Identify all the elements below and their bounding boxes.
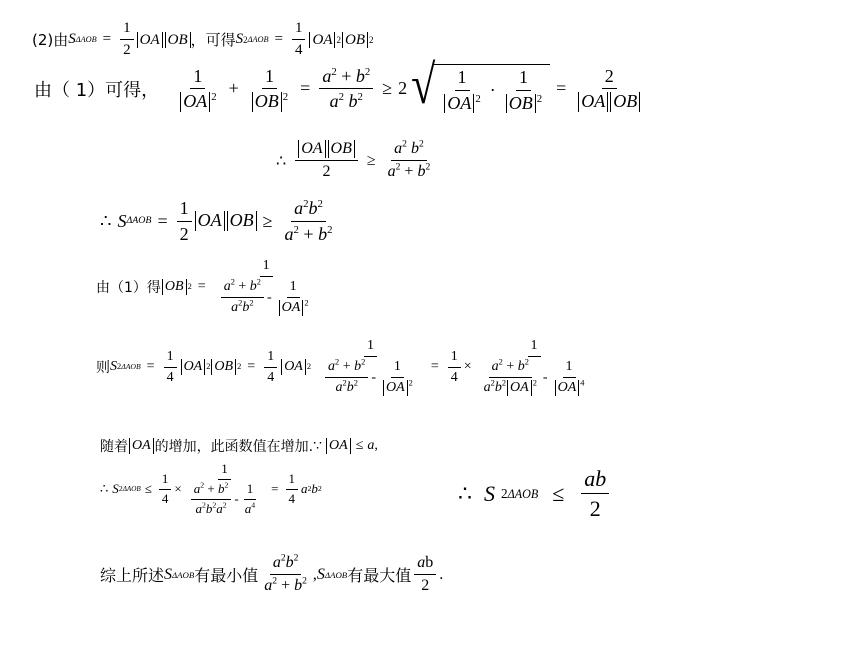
numerator: 1 — [391, 359, 404, 378]
equals-sign: = — [247, 359, 256, 375]
ab-ratio-fraction — [282, 198, 336, 244]
abs-oa: OA — [578, 92, 608, 112]
because-sign: ∵ — [313, 438, 323, 454]
denominator — [575, 89, 643, 112]
numerator: 1 — [164, 349, 177, 368]
denominator — [185, 480, 264, 517]
numerator — [489, 359, 532, 378]
exponent: 2 — [490, 378, 495, 388]
plus-sign: + — [342, 359, 351, 375]
exponent: 2 — [357, 91, 363, 104]
equals-sign: = — [430, 359, 439, 375]
denominator — [192, 500, 229, 517]
numerator: 1 — [292, 20, 306, 40]
abs-oa: OA — [507, 380, 532, 395]
var-a: a — [264, 577, 273, 595]
area-symbol: S — [68, 31, 76, 48]
numerator: 1 — [448, 349, 461, 368]
abs-ob: OB — [342, 32, 368, 49]
exponent: 4 — [251, 500, 256, 510]
exponent: 2 — [402, 138, 407, 150]
numerator: 1 — [260, 258, 273, 277]
comma: , — [312, 565, 317, 583]
numerator: 1 — [286, 472, 299, 490]
line-1-connector: ，可得 — [190, 31, 236, 50]
plus-sign: + — [207, 480, 215, 496]
exponent: 2 — [353, 378, 358, 388]
numerator: 1 — [177, 198, 192, 222]
var-b: b — [425, 554, 434, 571]
var-a: a — [328, 359, 336, 375]
var-a: a — [272, 554, 281, 571]
exponent: 2 — [200, 480, 205, 490]
abs-oa: OA — [444, 94, 474, 114]
numerator: 1 — [455, 67, 470, 91]
equals-sign: = — [146, 359, 155, 375]
numerator — [325, 359, 368, 378]
numerator: 1 — [287, 279, 300, 298]
exponent: 2 — [532, 378, 537, 388]
var-a: a — [244, 500, 252, 516]
plus-sign: + — [404, 163, 414, 181]
numerator: 2 — [602, 66, 617, 90]
therefore-sign: ∴ — [100, 481, 109, 497]
exponent: 2 — [335, 357, 340, 367]
exponent: 2 — [361, 357, 366, 367]
abs-ob: OB — [610, 92, 640, 112]
exponent: 2 — [338, 91, 345, 104]
line-1-prefix: (2)由 — [32, 31, 69, 50]
summary-prefix: 综上所述 — [100, 566, 165, 586]
var-b: b — [355, 65, 365, 86]
exponent: 2 — [282, 91, 289, 104]
min-value-label: 有最小值 — [194, 566, 259, 586]
exponent: 2 — [272, 576, 278, 588]
denominator — [440, 91, 483, 114]
denominator — [481, 378, 540, 396]
abs-ob: OB — [506, 94, 536, 114]
var-a: a — [387, 163, 396, 181]
max-value-label: 有最大值 — [347, 566, 412, 586]
quarter-fraction — [264, 349, 277, 386]
abs-oa: OA — [129, 438, 154, 453]
ab-inverse-fraction — [221, 279, 264, 316]
exponent: 2 — [425, 162, 431, 174]
denominator — [502, 91, 545, 114]
quarter-fraction — [292, 20, 306, 60]
var-a: a — [322, 65, 332, 86]
var-a: a — [216, 500, 223, 516]
compound-fraction — [185, 462, 264, 517]
numerator — [295, 140, 358, 161]
reciprocal-oa — [275, 279, 312, 316]
line-5: 由（1）得 OB 2 = 1 $\frac{a^2 + b^2}{a^2b^2}$ - $\frac{1}{OA ^2}$ — [96, 258, 321, 316]
var-a: a — [491, 359, 499, 375]
exponent: 2 — [304, 298, 309, 308]
var-b: b — [242, 300, 250, 316]
square-root — [411, 54, 550, 116]
line-4: ∴ S ΔAOB = $\frac{1}{2}$ OA OB ≥ $\frac{a^2b^2}{a^2 + b^2}$ — [100, 198, 338, 244]
plus-sign: + — [506, 359, 515, 375]
numerator: 1 — [262, 66, 277, 90]
var-b: b — [517, 359, 525, 375]
denominator: 2 — [421, 577, 430, 595]
exponent: 2 — [238, 298, 243, 308]
numerator — [291, 198, 326, 222]
abs-oa: OA — [309, 32, 335, 49]
exponent: 2 — [418, 138, 424, 150]
line-8: ∴ S 2 ΔAOB ≤ $\frac{1}{4}$ × 1 $\frac{a^2 + b^2}{a^2b^2a^2}$ - $\frac{1}{a^4}$ = $\frac{1}{4}$ a 2 b 2 — [100, 461, 322, 516]
numerator: 1 — [264, 349, 277, 368]
equals-sign: = — [274, 31, 283, 48]
denominator: 2 — [589, 496, 601, 522]
denominator — [379, 378, 416, 396]
var-a: a — [195, 500, 202, 516]
var-a: a — [329, 91, 339, 112]
denominator: 2 — [123, 42, 131, 59]
leq-sign: ≤ — [552, 480, 565, 506]
exponent: 2 — [211, 91, 217, 104]
numerator: 1 — [190, 66, 205, 90]
denominator — [333, 378, 361, 396]
denominator: 4 — [166, 369, 174, 385]
line-7 — [100, 436, 378, 456]
denominator: 2 — [179, 223, 189, 244]
therefore-sign: ∴ — [100, 210, 112, 231]
var-b: b — [294, 577, 303, 595]
quarter-fraction — [159, 472, 172, 507]
exponent: 2 — [498, 357, 503, 367]
numerator: ab — [581, 466, 609, 494]
numerator — [319, 66, 373, 90]
var-a: a — [335, 380, 343, 396]
exponent: 2 — [303, 198, 309, 210]
leq-sign: ≤ — [144, 481, 152, 497]
denominator: 2 — [322, 163, 331, 181]
area-squared-symbol: S — [112, 481, 119, 497]
var-b: b — [249, 279, 257, 295]
denominator — [475, 357, 594, 396]
area-squared-symbol: S — [110, 359, 117, 375]
var-b: b — [318, 223, 328, 244]
line-6: 则 S 2 ΔAOB = $\frac{1}{4}$ OA 2 OB 2 = $\frac{1}{4}$ OA 2 1 $\frac{a^2 + b^2}{a^2b^2}$ - $\frac{1}{OA ^2}$ = $\frac{1}{4}$ × 1 $\frac{a^2 + b^2}{a^2b^2 OA ^2}$ - $\frac{1}{OA ^4}$ — [96, 338, 596, 396]
var-a: a — [483, 380, 491, 396]
ab-a-fraction — [191, 482, 232, 517]
max-value-fraction — [581, 466, 609, 522]
denominator — [282, 222, 336, 245]
dot-sign: · — [489, 79, 496, 100]
var-a: a — [301, 481, 308, 497]
denominator — [176, 89, 219, 112]
geq-sign: ≥ — [366, 151, 376, 169]
abs-oa: OA — [326, 438, 351, 453]
min-value-fraction — [261, 554, 310, 596]
abs-oa: OA — [195, 211, 225, 231]
var-b: b — [410, 140, 419, 157]
exponent: 2 — [293, 223, 299, 236]
exponent: 2 — [201, 500, 206, 510]
exponent: 2 — [342, 378, 347, 388]
denominator — [242, 500, 258, 517]
therefore-sign: ∴ — [458, 480, 472, 506]
numerator — [414, 554, 436, 575]
exponent: 2 — [230, 277, 235, 287]
abs-oa: OA — [383, 380, 408, 395]
ab-fraction — [319, 66, 373, 112]
var-a: a — [284, 223, 294, 244]
plus-sign: + — [238, 279, 247, 295]
product-reciprocal — [575, 66, 643, 112]
var-b: b — [417, 163, 426, 181]
denominator — [327, 89, 366, 112]
numerator: 1 — [159, 472, 172, 490]
reciprocal-oa — [440, 67, 483, 113]
abs-ob: OB — [165, 32, 191, 49]
minus-sign: - — [542, 369, 548, 385]
abs-ob: OB — [227, 211, 257, 231]
reciprocal-ob — [502, 67, 545, 113]
var-a: a — [294, 198, 304, 218]
equals-sign: = — [271, 481, 279, 497]
var-b: b — [218, 480, 225, 496]
exponent: 2 — [475, 92, 481, 105]
denominator — [551, 378, 588, 396]
numerator: 1 — [364, 338, 377, 357]
var-a: a — [367, 438, 375, 453]
compound-fraction-1 — [319, 338, 422, 396]
plus-sign: + — [281, 577, 291, 595]
denominator — [261, 575, 310, 595]
denominator — [319, 357, 422, 396]
denominator: 4 — [288, 490, 295, 506]
abs-ob: OB — [252, 92, 282, 112]
var-b: b — [346, 380, 354, 396]
ob-squared-fraction — [215, 258, 318, 316]
var-b: b — [205, 500, 213, 516]
numerator — [221, 279, 264, 298]
exponent: 2 — [302, 576, 307, 588]
radicand — [433, 64, 550, 113]
half-fraction — [177, 198, 192, 244]
area-squared-symbol: S — [235, 31, 244, 48]
geq-sign: ≥ — [262, 210, 273, 231]
half-fraction — [120, 20, 134, 60]
ab-inverse-fraction — [325, 359, 368, 396]
equals-sign: = — [102, 31, 112, 48]
denominator — [215, 277, 318, 316]
denominator: 4 — [294, 42, 303, 59]
line-7-text: 的增加，此函数值在增加. — [154, 439, 314, 455]
exponent: 2 — [222, 500, 227, 510]
numerator: 1 — [516, 67, 531, 91]
exponent: 2 — [524, 357, 529, 367]
quarter-fraction — [448, 349, 461, 386]
numerator: 1 — [528, 338, 541, 357]
exponent: 2 — [224, 480, 229, 490]
area-squared-symbol: S — [484, 480, 495, 506]
exponent: 2 — [331, 65, 337, 78]
numerator: 1 — [120, 20, 134, 40]
var-a: a — [394, 140, 403, 157]
exponent: 2 — [249, 298, 254, 308]
abs-oa: OA — [181, 359, 206, 374]
var-b: b — [494, 380, 502, 396]
line-2-prefix: 由（ 1）可得， — [34, 79, 160, 101]
var-b: b — [348, 91, 358, 112]
abs-oa: OA — [137, 32, 163, 49]
exponent: 2 — [327, 223, 333, 236]
geq-sign: ≥ — [382, 78, 393, 99]
numerator — [391, 140, 427, 161]
abs-ob: OB — [328, 140, 355, 158]
equals-sign: = — [197, 279, 206, 295]
numerator: 1 — [244, 482, 257, 500]
denominator: 4 — [267, 369, 275, 385]
times-sign: × — [174, 481, 182, 497]
var-a: a — [223, 279, 231, 295]
exponent: 2 — [256, 277, 261, 287]
plus-sign: + — [228, 78, 239, 99]
ab-oa-fraction — [481, 359, 540, 396]
area-symbol: S — [117, 210, 127, 231]
line-3 — [276, 140, 436, 182]
var-a: a — [231, 300, 239, 316]
line-7-prefix: 随着 — [100, 439, 128, 455]
var-b: b — [285, 554, 294, 571]
line-9: ∴ S 2 ΔAOB ≤ $\frac{ab}{2}$ — [458, 466, 612, 522]
half-product-fraction — [295, 140, 358, 182]
exponent: 2 — [212, 500, 217, 510]
reciprocal-oa — [379, 359, 416, 396]
abs-oa: OA — [281, 359, 306, 374]
exponent: 4 — [580, 378, 585, 388]
quarter-fraction — [286, 472, 299, 507]
equals-sign: = — [556, 78, 567, 99]
times-sign: × — [463, 359, 472, 375]
area-symbol: S — [316, 565, 325, 583]
exponent: 2 — [317, 198, 323, 210]
denominator: 4 — [450, 369, 458, 385]
abs-ob: OB — [162, 279, 187, 294]
numerator — [191, 482, 232, 500]
abs-oa: OA — [555, 380, 580, 395]
exponent: 2 — [364, 65, 371, 78]
denominator: 4 — [161, 490, 169, 506]
denominator — [248, 89, 291, 112]
line-1: (2)由 S ΔAOB = $\frac{1}{2}$ OA OB ，可得 S 2 ΔAOB = $\frac{1}{4}$ OA 2 OB 2 — [32, 20, 374, 59]
minus-sign: - — [234, 490, 239, 506]
var-a: a — [417, 554, 426, 571]
abs-oa: OA — [180, 92, 210, 112]
denominator — [228, 298, 256, 316]
var-b: b — [354, 359, 362, 375]
denominator — [275, 298, 312, 316]
equals-sign: = — [157, 210, 168, 231]
line-6-prefix: 则 — [96, 360, 110, 377]
reciprocal-oa4 — [551, 359, 588, 396]
exponent: 2 — [395, 162, 401, 174]
plus-sign: + — [303, 223, 314, 244]
leq-sign: ≤ — [355, 438, 364, 453]
var-b: b — [308, 198, 318, 218]
numerator — [270, 554, 302, 575]
plus-sign: + — [341, 65, 352, 86]
coefficient: 2 — [398, 78, 408, 99]
radical-sign: √ — [411, 54, 436, 116]
exponent: 2 — [293, 552, 299, 564]
denominator — [385, 161, 434, 181]
period: . — [439, 565, 444, 583]
equals-sign: = — [300, 78, 311, 99]
exponent: 2 — [501, 378, 507, 388]
line-10: 综上所述 S ΔAOB 有最小值 $\frac{a^2b^2}{a^2 + b^2}$ , S ΔAOB 有最大值 $\frac{ab}{2}$ . — [100, 552, 444, 595]
reciprocal-oa — [176, 66, 219, 112]
line-2 — [34, 54, 646, 116]
max-value-fraction — [414, 554, 436, 596]
exponent: 2 — [536, 92, 543, 105]
var-a: a — [193, 480, 201, 496]
compound-fraction-2 — [475, 338, 594, 396]
area-symbol: S — [164, 565, 173, 583]
therefore-sign: ∴ — [276, 152, 287, 170]
quarter-fraction — [164, 349, 177, 386]
ab-ratio-fraction — [385, 140, 434, 182]
reciprocal-a4 — [242, 482, 258, 517]
reciprocal-ob — [248, 66, 291, 112]
abs-oa: OA — [298, 140, 325, 158]
line-5-prefix: 由（1）得 — [96, 280, 161, 297]
exponent: 2 — [280, 552, 286, 564]
minus-sign: - — [371, 369, 376, 385]
minus-sign: - — [266, 289, 272, 305]
numerator: 1 — [218, 462, 231, 480]
comma: , — [374, 438, 378, 453]
var-b: b — [311, 481, 318, 497]
abs-ob: OB — [211, 359, 236, 374]
exponent: 2 — [408, 378, 413, 388]
abs-oa: OA — [279, 300, 304, 315]
numerator: 1 — [563, 359, 576, 378]
